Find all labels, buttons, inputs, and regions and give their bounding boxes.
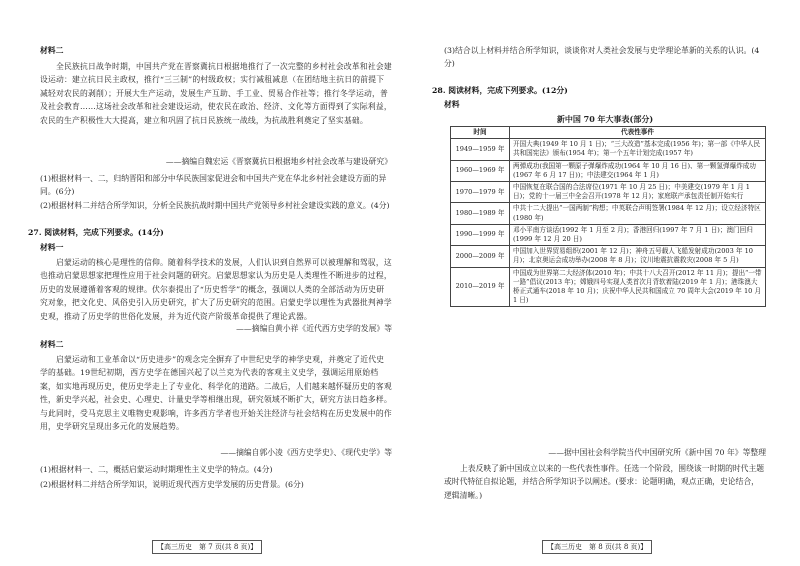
material-2-source: ——摘编自魏宏运《晋察冀抗日根据地乡村社会改革与建设研究》 (165, 157, 392, 166)
table-cell-events: 中国恢复在联合国的合法席位(1971 年 10 月 25 日)；中美建交(1979 年 1 月 1 日)；党的十一届三中全会召开(1978 年 12 月)；家庭联产承包责任制开始实行 (510, 182, 766, 203)
table-cell-events: 中国加入世界贸易组织(2001 年 12 月)；神舟五号载人飞船发射成功(2003 年 10 月)；北京奥运会成功举办(2008 年 8 月)；汶川地震抗震救灾(2008 年 5 月) (510, 246, 766, 267)
right-page-footer: 【高三历史 第 8 页(共 8 页)】 (542, 540, 652, 554)
question-27-2: (2)根据材料二并结合所学知识，说明近现代西方史学发展的历史背景。(6分) (40, 480, 304, 489)
table-cell-period: 1980—1989 年 (451, 203, 510, 224)
question-2: (2)根据材料二并结合所学知识，分析全民族抗战时期中国共产党领导乡村社会建设实践的意义。(4分) (40, 201, 390, 210)
table-row (451, 139, 766, 160)
events-table (450, 126, 766, 307)
question-28-text: 上表反映了新中国成立以来的一些代表性事件。任选一个阶段，围绕该一时期的时代主题或时代特征自拟论题，并结合所学知识予以阐述。(要求：论题明确，观点正确，史论结合，逻辑清晰。) (444, 464, 765, 500)
material-2-heading: 材料二 (40, 46, 64, 55)
left-page-footer: 【高三历史 第 7 页(共 8 页)】 (152, 540, 262, 554)
question-27-3: (3)结合以上材料并结合所学知识，谈谈你对人类社会发展与史学理论革新的关系的认识。(4分) (444, 46, 760, 69)
table-row (451, 246, 766, 267)
table-header-row (451, 127, 766, 139)
material-1-text: 启蒙运动的核心是理性的信仰。随着科学技术的发展，人们认识到自然界可以被理解和驾驭，这也推动启蒙思想家把理性应用于社会问题的研究。启蒙思想家认为历史是人类理性不断进步的过程，历史的发展遵循着客观的规律。伏尔泰提出了“历史哲学”的概念，强调以人类的全部活动为历史研究对象，把文化史、风俗史引入历史研究，扩大了历史研究的范围。启蒙史学以理性为武器批判神学史观，推动了历史学的世俗化发展，并为近代资产阶级革命提供了理论武器。 (40, 258, 392, 321)
question-1: (1)根据材料一、二，归纳晋阳和部分中华民族国家促进会和中国共产党在华北乡村社会建设方面的异同。(6分) (40, 174, 387, 197)
right-page (432, 0, 766, 566)
material-1-source: ——摘编自黄小祥《近代西方史学的发展》等 (236, 324, 392, 333)
table-cell-events: 中国成为世界第二大经济体(2010 年)；中共十八大召开(2012 年 11 月)；提出“一带一路”倡议(2013 年)；嫦娥四号实现人类首次月背软着陆(2019 年 1 月)；港珠澳大桥正式通车(2018 年 10 月)；庆祝中华人民共和国成立 70 周年大会(2019 年 10 月 1 日) (510, 267, 766, 307)
table-cell-period: 2010—2019 年 (451, 267, 510, 307)
table-cell-events: 两弹成功(我国第一颗原子弹爆炸成功(1964 年 10 月 16 日)、第一颗氢弹爆炸成功(1967 年 6 月 17 日))；中法建交(1964 年 1 月) (510, 160, 766, 181)
table-row (451, 182, 766, 203)
question-27-1: (1)根据材料一、二，概括启蒙运动时期理性主义史学的特点。(4分) (40, 465, 273, 474)
table-cell-events: 开国大典(1949 年 10 月 1 日)；“三大改造”基本完成(1956 年)；第一部《中华人民共和国宪法》颁布(1954 年)；第一个五年计划完成(1957 年) (510, 139, 766, 160)
material-2b-heading: 材料二 (40, 340, 64, 349)
left-page (28, 0, 392, 566)
table-header-period: 时间 (451, 127, 510, 139)
table-cell-period: 1949—1959 年 (451, 139, 510, 160)
table-title: 新中国 70 年大事表(部分) (556, 114, 654, 124)
table-cell-period: 1990—1999 年 (451, 224, 510, 245)
question-27-heading: 27. 阅读材料，完成下列要求。(14分) (28, 228, 164, 237)
table-cell-period: 1960—1969 年 (451, 160, 510, 181)
material-2b-text: 启蒙运动和工业革命以“历史进步”的观念完全摒弃了中世纪史学的神学史观，并奠定了近代史学的基础。19世纪初期，西方史学在德国兴起了以兰克为代表的客观主义史学，强调运用原始档案，如实地再现历史，使历史学走上了专业化、科学化的道路。二战后，人们越来越怀疑历史的客观性，新史学兴起，社会史、心理史、计量史学等相继出现，研究领域不断扩大，研究方法日趋多样。与此同时，受马克思主义唯物史观影响，许多西方学者也开始关注经济与社会结构在历史发展中的作用，史学研究呈现出多元化的发展趋势。 (40, 355, 392, 432)
material-heading: 材料 (444, 100, 460, 109)
material-1-heading: 材料一 (40, 243, 64, 252)
table-cell-events: 中共十二大提出“一国两制”构想；中英联合声明签署(1984 年 12 月)；设立经济特区(1980 年) (510, 203, 766, 224)
table-cell-events: 邓小平南方谈话(1992 年 1 月至 2 月)；香港回归(1997 年 7 月 1 日)；澳门回归(1999 年 12 月 20 日) (510, 224, 766, 245)
table-header-events: 代表性事件 (510, 127, 766, 139)
table-row (451, 267, 766, 307)
table-cell-period: 1970—1979 年 (451, 182, 510, 203)
table-cell-period: 2000—2009 年 (451, 246, 510, 267)
table-row (451, 160, 766, 181)
table-row (451, 224, 766, 245)
material-2b-source: ——摘编自郭小凌《西方史学史》、《现代史学》等 (220, 448, 392, 457)
question-28-heading: 28. 阅读材料，完成下列要求。(12分) (432, 86, 568, 95)
table-source: ——据中国社会科学院当代中国研究所《新中国 70 年》等整理 (548, 448, 766, 457)
material-2-text: 全民族抗日战争时期，中国共产党在晋察冀抗日根据地推行了一次完整的乡村社会改革和社会建设运动：建立抗日民主政权，推行“三三制”的村级政权；实行减租减息（在团结地主抗日的前提下减轻对农民的剥削）；开展大生产运动，发展生产互助、手工业、贸易合作社等；推行冬学运动，普及社会教育……这场社会改革和社会建设运动，使农民在政治、经济、文化等方面得到了实际利益，农民的生产积极性大大提高，建立和巩固了抗日民族统一战线，为抗战胜利奠定了坚实基础。 (40, 62, 392, 125)
table-row (451, 203, 766, 224)
